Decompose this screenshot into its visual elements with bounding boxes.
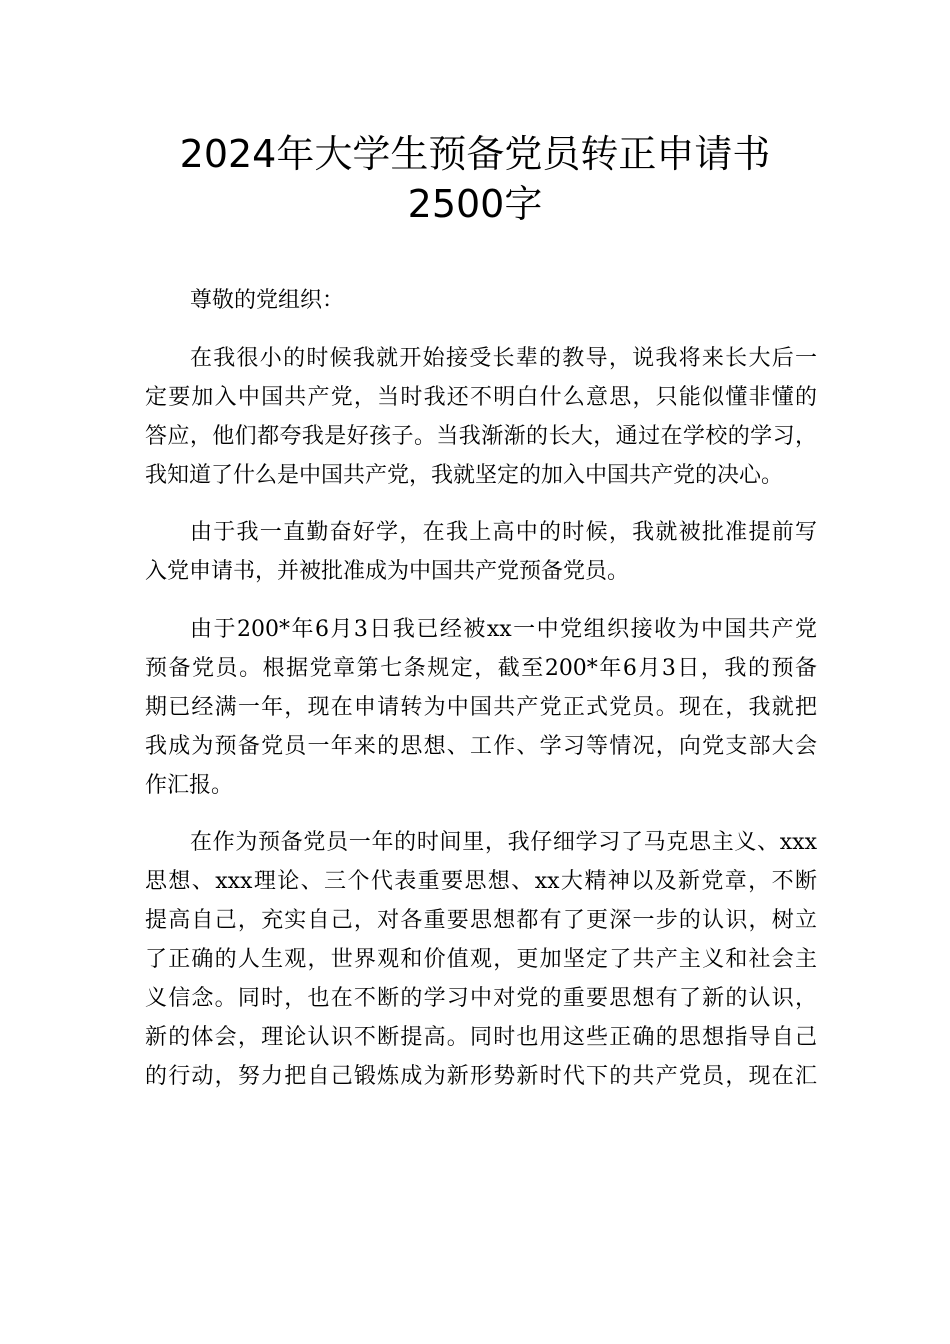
paragraph-line: 我成为预备党员一年来的思想、工作、学习等情况，向党支部大会 <box>145 733 817 759</box>
paragraph-line: 了正确的人生观，世界观和价值观，更加坚定了共产主义和社会主 <box>145 947 817 972</box>
paragraph-line: 答应，他们都夸我是好孩子。当我渐渐的长大，通过在学校的学习， <box>145 423 817 449</box>
document-title-line2: 2500字 <box>407 182 543 226</box>
paragraph-line: 预备党员。根据党章第七条规定，截至200*年6月3日，我的预备 <box>145 655 817 681</box>
paragraph-line: 我知道了什么是中国共产党，我就坚定的加入中国共产党的决心。 <box>145 462 784 488</box>
paragraph-line: 义信念。同时，也在不断的学习中对党的重要思想有了新的认识， <box>145 986 817 1011</box>
paragraph-line: 在作为预备党员一年的时间里，我仔细学习了马克思主义、xxx <box>190 830 817 855</box>
paragraph-line: 由于我一直勤奋好学，在我上高中的时候，我就被批准提前写 <box>190 520 817 545</box>
paragraph-line: 思想、xxx理论、三个代表重要思想、xx大精神以及新党章，不断 <box>145 869 817 894</box>
document-title-line1: 2024年大学生预备党员转正申请书 <box>179 132 771 176</box>
paragraph-4 <box>145 823 817 1096</box>
paragraph-line: 期已经满一年，现在申请转为中国共产党正式党员。现在，我就把 <box>145 694 817 720</box>
paragraph-line: 定要加入中国共产党，当时我还不明白什么意思，只能似懂非懂的 <box>145 384 817 410</box>
paragraph-1 <box>145 339 817 495</box>
document-body <box>145 281 817 1096</box>
paragraph-line: 的行动，努力把自己锻炼成为新形势新时代下的共产党员，现在汇 <box>145 1064 817 1089</box>
paragraph-line: 由于200*年6月3日我已经被xx一中党组织接收为中国共产党 <box>190 616 817 642</box>
paragraph-line: 作汇报。 <box>145 772 234 798</box>
paragraph-line: 入党申请书，并被批准成为中国共产党预备党员。 <box>145 559 630 584</box>
paragraph-gap <box>145 591 817 610</box>
paragraph-3 <box>145 610 817 805</box>
paragraph-line: 新的体会，理论认识不断提高。同时也用这些正确的思想指导自己 <box>145 1025 817 1050</box>
paragraph-line: 在我很小的时候我就开始接受长辈的教导，说我将来长大后一 <box>190 345 817 371</box>
paragraph-gap <box>145 495 817 514</box>
paragraph-gap <box>145 805 817 824</box>
salutation: 尊敬的党组织： <box>190 288 345 313</box>
paragraph-2 <box>145 513 817 591</box>
paragraph-line: 提高自己，充实自己，对各重要思想都有了更深一步的认识，树立 <box>145 908 817 933</box>
paragraph-gap <box>145 320 817 339</box>
